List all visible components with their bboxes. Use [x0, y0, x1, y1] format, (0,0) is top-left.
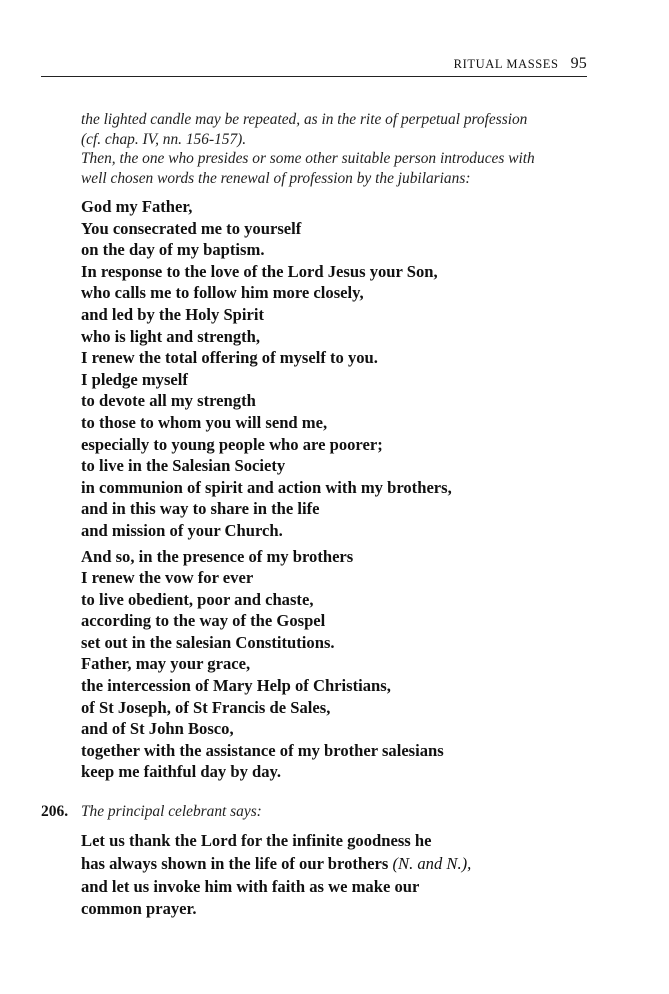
- running-head: [454, 55, 587, 73]
- header-rule: [41, 76, 587, 77]
- prayer-line: the intercession of Mary Help of Christians,: [81, 676, 391, 696]
- prayer-line: keep me faithful day by day.: [81, 762, 282, 782]
- rubric-paragraph: [81, 110, 591, 188]
- prayer-line: together with the assistance of my brother salesians: [81, 740, 444, 760]
- prayer-line: And so, in the presence of my brothers: [81, 546, 354, 566]
- prayer-line: who is light and strength,: [81, 326, 261, 346]
- section-rubric: The principal celebrant says:: [81, 803, 262, 820]
- prayer-line: who calls me to follow him more closely,: [81, 283, 364, 303]
- prayer-line: to devote all my strength: [81, 391, 256, 411]
- prayer-line: to live in the Salesian Society: [81, 456, 286, 476]
- prayer-line: I renew the total offering of myself to you.: [81, 348, 378, 368]
- invitation-line: Let us thank the Lord for the infinite goodness he: [81, 831, 432, 850]
- prayer-line: Father, may your grace,: [81, 654, 251, 674]
- invitation-line: and let us invoke him with faith as we make our: [81, 876, 420, 896]
- section-number: 206.: [41, 803, 69, 820]
- celebrant-invitation: [81, 830, 601, 921]
- prayer-line: especially to young people who are poorer;: [81, 434, 383, 454]
- names-placeholder: (N. and N.),: [392, 853, 472, 873]
- prayer-line: I pledge myself: [81, 369, 188, 389]
- page-number: 95: [570, 55, 587, 72]
- prayer-line: I renew the vow for ever: [81, 568, 254, 588]
- prayer-line: on the day of my baptism.: [81, 240, 265, 260]
- invitation-line: [81, 853, 601, 876]
- renewal-prayer: [81, 196, 601, 783]
- prayer-line: and led by the Holy Spirit: [81, 304, 265, 324]
- rubric-line: well chosen words the renewal of profession by the jubilarians:: [81, 169, 471, 187]
- invitation-text: has always shown in the life of our brothers: [81, 853, 393, 873]
- prayer-line: to those to whom you will send me,: [81, 412, 328, 432]
- rubric-line: Then, the one who presides or some other suitable person introduces with: [81, 150, 535, 167]
- invitation-line: common prayer.: [81, 899, 197, 919]
- prayer-line: and mission of your Church.: [81, 520, 283, 540]
- prayer-line: God my Father,: [81, 197, 193, 216]
- rubric-line: (cf. chap. IV, nn. 156-157).: [81, 130, 247, 148]
- running-head-title: RITUAL MASSES: [453, 57, 559, 71]
- prayer-line: according to the way of the Gospel: [81, 611, 326, 631]
- prayer-line: of St Joseph, of St Francis de Sales,: [81, 697, 331, 717]
- prayer-line: to live obedient, poor and chaste,: [81, 589, 314, 609]
- prayer-line: In response to the love of the Lord Jesus your Son,: [81, 261, 438, 281]
- prayer-line: and in this way to share in the life: [81, 499, 320, 519]
- prayer-line: in communion of spirit and action with my brothers,: [81, 477, 452, 497]
- rubric-line: the lighted candle may be repeated, as in the rite of perpetual profession: [81, 111, 528, 128]
- prayer-line: and of St John Bosco,: [81, 719, 234, 739]
- prayer-line: set out in the salesian Constitutions.: [81, 632, 335, 652]
- prayer-line: You consecrated me to yourself: [81, 218, 302, 238]
